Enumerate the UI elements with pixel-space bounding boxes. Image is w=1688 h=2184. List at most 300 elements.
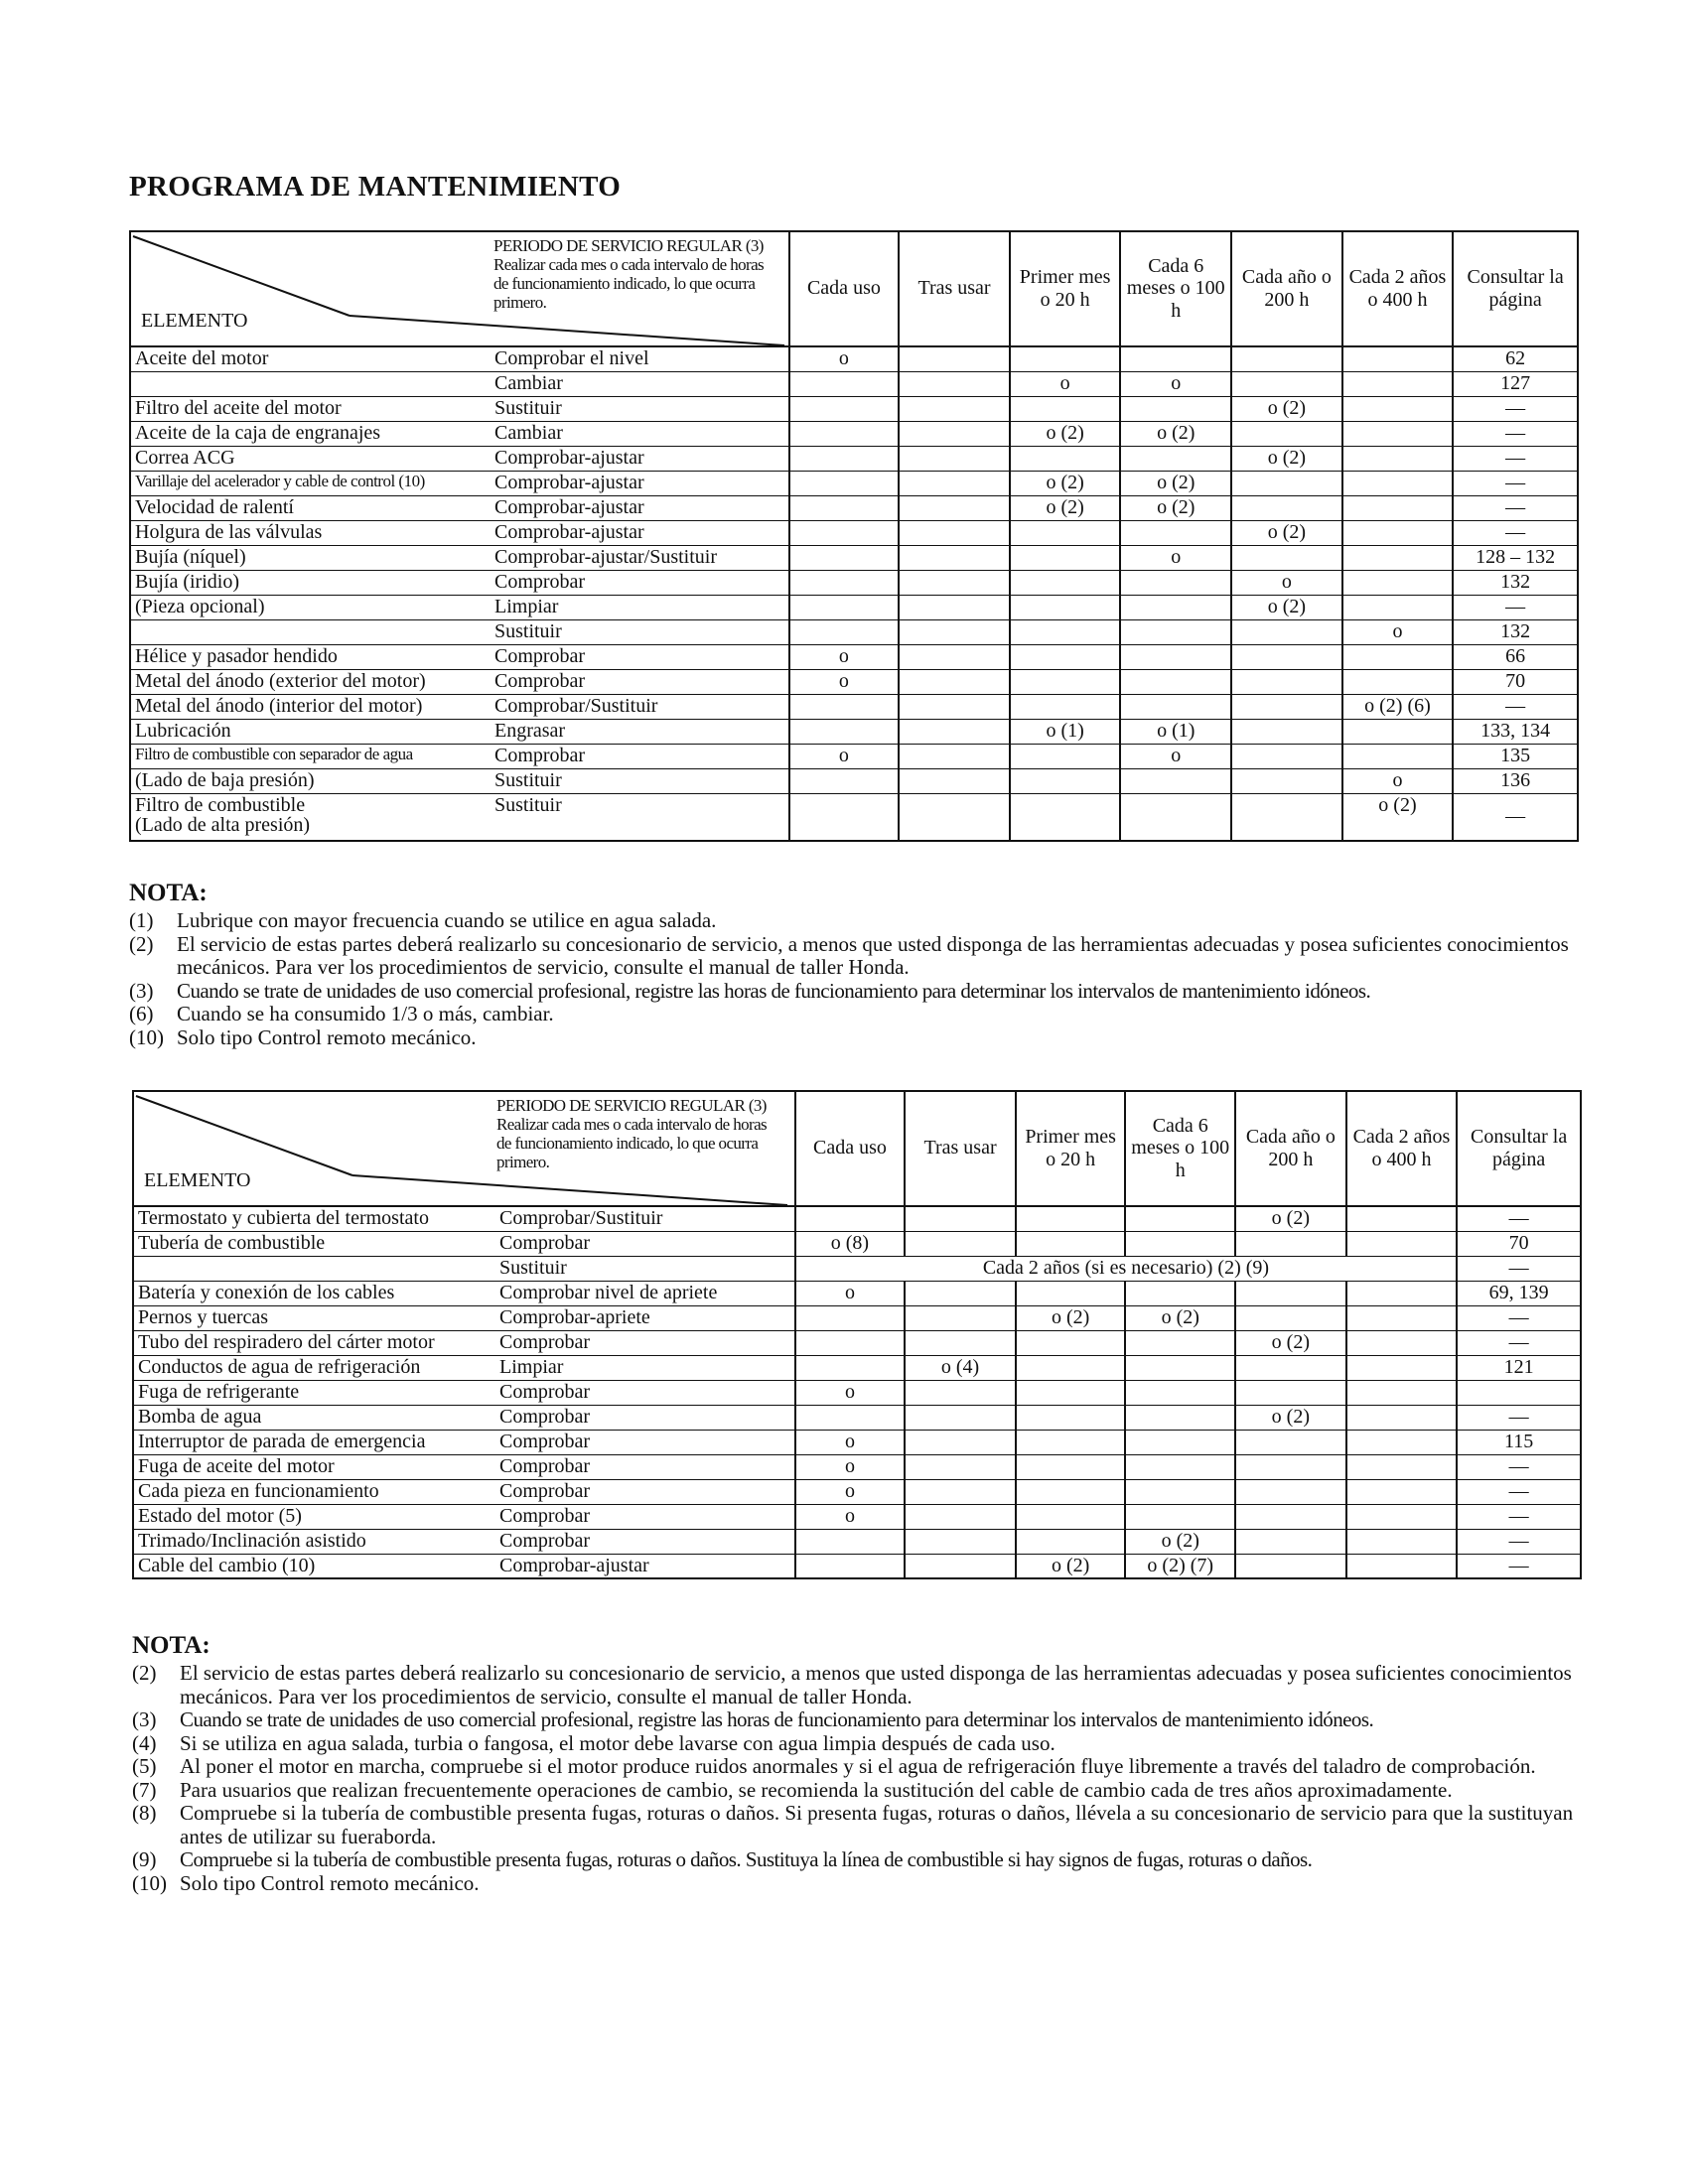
row-interval-cell: o (2) [1235, 1330, 1346, 1355]
row-action: Comprobar-ajustar [491, 520, 789, 545]
row-interval-cell [899, 421, 1010, 446]
row-item: Varillaje del acelerador y cable de control (10) [130, 471, 491, 495]
row-interval-cell [899, 793, 1010, 841]
row-item: Fuga de aceite del motor [133, 1454, 495, 1479]
row-interval-cell [899, 570, 1010, 595]
row-interval-cell [1125, 1405, 1235, 1430]
row-interval-cell: o (1) [1010, 719, 1121, 744]
row-interval-cell: o [789, 644, 900, 669]
row-interval-cell: o (2) (7) [1125, 1554, 1235, 1578]
table-row [130, 471, 1578, 495]
row-page-ref: — [1457, 1330, 1581, 1355]
row-page-ref: 70 [1457, 1231, 1581, 1256]
note-number: (9) [132, 1847, 157, 1872]
row-interval-cell [1010, 595, 1121, 619]
row-interval-cell [789, 396, 900, 421]
row-action: Comprobar/Sustituir [491, 694, 789, 719]
table-row [130, 619, 1578, 644]
row-interval-cell [1342, 545, 1454, 570]
row-action: Comprobar [495, 1231, 795, 1256]
header-period-line: primero. [496, 1153, 550, 1172]
row-interval-cell [1231, 694, 1342, 719]
row-item: Fuga de refrigerante [133, 1380, 495, 1405]
row-action: Comprobar/Sustituir [495, 1206, 795, 1231]
row-interval-cell [795, 1330, 906, 1355]
table-row [133, 1380, 1581, 1405]
row-page-ref: 132 [1453, 570, 1578, 595]
row-interval-cell [1231, 793, 1342, 841]
row-item: Tubo del respiradero del cárter motor [133, 1330, 495, 1355]
row-page-ref: 133, 134 [1453, 719, 1578, 744]
header-col-1: Tras usar [899, 231, 1010, 346]
row-interval-cell [1120, 446, 1231, 471]
row-interval-cell [1010, 694, 1121, 719]
row-page-ref: — [1457, 1529, 1581, 1554]
row-interval-cell [1120, 793, 1231, 841]
row-interval-cell [905, 1206, 1016, 1231]
row-interval-cell [899, 744, 1010, 768]
row-interval-cell: o (2) [1120, 471, 1231, 495]
row-item [133, 1256, 495, 1281]
row-interval-cell [1235, 1454, 1346, 1479]
table-row [133, 1281, 1581, 1305]
row-interval-cell [1125, 1454, 1235, 1479]
row-item: Termostato y cubierta del termostato [133, 1206, 495, 1231]
row-interval-cell: o [795, 1504, 906, 1529]
row-interval-cell [1231, 719, 1342, 744]
row-interval-cell [1235, 1529, 1346, 1554]
table-row [130, 570, 1578, 595]
note-item [129, 980, 1579, 1004]
maintenance-table-1 [129, 230, 1579, 842]
header-element-label: ELEMENTO [144, 1168, 251, 1191]
row-page-ref: 62 [1453, 346, 1578, 371]
header-period-line: Realizar cada mes o cada intervalo de horas [493, 255, 765, 275]
row-item: Tubería de combustible [133, 1231, 495, 1256]
row-page-ref: 69, 139 [1457, 1281, 1581, 1305]
row-interval-cell [1125, 1231, 1235, 1256]
row-item: Filtro de combustible con separador de agua [130, 744, 491, 768]
row-interval-cell [1346, 1529, 1458, 1554]
row-interval-cell [1231, 644, 1342, 669]
row-page-ref: 135 [1453, 744, 1578, 768]
header-element-label: ELEMENTO [141, 309, 248, 332]
row-page-ref: — [1457, 1405, 1581, 1430]
row-interval-cell [1016, 1479, 1126, 1504]
row-interval-cell: o [795, 1380, 906, 1405]
row-item: Conductos de agua de refrigeración [133, 1355, 495, 1380]
note-number: (1) [129, 908, 154, 932]
table-row [133, 1454, 1581, 1479]
note-number: (7) [132, 1777, 157, 1802]
row-interval-cell [795, 1355, 906, 1380]
table-row [133, 1206, 1581, 1231]
row-page-ref: — [1457, 1256, 1581, 1281]
row-interval-cell [1342, 719, 1454, 744]
row-interval-cell [789, 595, 900, 619]
row-item: Bujía (iridio) [130, 570, 491, 595]
row-interval-cell: o [1120, 371, 1231, 396]
note-text: Para usuarios que realizan frecuentemente operaciones de cambio, se recomienda la sustitución del cable de cambio cada de tres años aproximadamente. [180, 1777, 1453, 1802]
row-action: Comprobar [495, 1504, 795, 1529]
table-row [133, 1504, 1581, 1529]
row-interval-cell [1342, 396, 1454, 421]
table-row [130, 793, 1578, 841]
table-row [130, 719, 1578, 744]
note-text: Compruebe si la tubería de combustible presenta fugas, roturas o daños. Sustituya la línea de combustible si hay signos de fugas, roturas o daños. [180, 1847, 1313, 1872]
row-interval-cell [795, 1554, 906, 1578]
row-page-ref: — [1453, 595, 1578, 619]
note-text: Al poner el motor en marcha, compruebe si el motor produce ruidos anormales y si el agua de refrigeración fluye libremente a través del taladro de comprobación. [180, 1754, 1536, 1779]
row-interval-cell [1125, 1330, 1235, 1355]
row-interval-cell [1010, 520, 1121, 545]
row-action: Sustituir [495, 1256, 795, 1281]
table-row [133, 1231, 1581, 1256]
table-row [133, 1529, 1581, 1554]
note-number: (10) [132, 1870, 167, 1895]
table-row [130, 644, 1578, 669]
row-action: Sustituir [491, 768, 789, 793]
header-period-line: de funcionamiento indicado, lo que ocurra [493, 274, 756, 294]
row-interval-cell [789, 520, 900, 545]
table-row [130, 371, 1578, 396]
row-page-ref: 127 [1453, 371, 1578, 396]
row-action: Engrasar [491, 719, 789, 744]
row-interval-cell [789, 545, 900, 570]
row-interval-cell: o (4) [905, 1355, 1016, 1380]
row-action: Comprobar-ajustar/Sustituir [491, 545, 789, 570]
note-item [132, 1708, 1582, 1732]
row-action: Comprobar [495, 1430, 795, 1454]
row-action: Comprobar-ajustar [495, 1554, 795, 1578]
row-interval-cell [1120, 595, 1231, 619]
row-interval-cell [905, 1529, 1016, 1554]
row-item: Pernos y tuercas [133, 1305, 495, 1330]
row-interval-cell [1346, 1330, 1458, 1355]
table-row [133, 1405, 1581, 1430]
row-interval-cell [1346, 1405, 1458, 1430]
row-item: Aceite de la caja de engranajes [130, 421, 491, 446]
table-row [133, 1305, 1581, 1330]
note-item [132, 1662, 1582, 1708]
note-number: (2) [132, 1661, 157, 1685]
row-interval-cell: o (2) [1342, 793, 1454, 841]
row-interval-cell [1016, 1504, 1126, 1529]
table-row [133, 1355, 1581, 1380]
row-interval-cell [1010, 446, 1121, 471]
row-action: Comprobar-apriete [495, 1305, 795, 1330]
row-interval-cell [1235, 1231, 1346, 1256]
header-period-line: de funcionamiento indicado, lo que ocurra [496, 1134, 759, 1154]
row-interval-cell: o (2) [1231, 396, 1342, 421]
row-interval-cell [1342, 421, 1454, 446]
row-action: Cambiar [491, 421, 789, 446]
row-interval-cell: o [795, 1454, 906, 1479]
row-interval-cell [795, 1305, 906, 1330]
row-action: Comprobar [491, 744, 789, 768]
row-interval-cell [899, 694, 1010, 719]
row-interval-cell [1346, 1479, 1458, 1504]
row-interval-cell [1010, 346, 1121, 371]
row-action: Limpiar [491, 595, 789, 619]
row-page-ref: 132 [1453, 619, 1578, 644]
row-interval-cell: o [1231, 570, 1342, 595]
header-corner-cell [130, 231, 789, 346]
row-interval-cell [1120, 346, 1231, 371]
note-text: Solo tipo Control remoto mecánico. [177, 1024, 477, 1049]
note-text: Cuando se ha consumido 1/3 o más, cambiar. [177, 1002, 554, 1026]
row-interval-cell [1125, 1479, 1235, 1504]
note-item [132, 1802, 1582, 1848]
row-interval-cell [1235, 1355, 1346, 1380]
row-interval-cell [1342, 471, 1454, 495]
row-interval-cell: o (2) [1120, 421, 1231, 446]
row-interval-cell [899, 371, 1010, 396]
row-interval-cell [899, 644, 1010, 669]
row-interval-cell: o (2) [1231, 520, 1342, 545]
note-text: Lubrique con mayor frecuencia cuando se utilice en agua salada. [177, 908, 717, 932]
header-col-1: Tras usar [905, 1091, 1016, 1206]
note-item [132, 1872, 1582, 1896]
row-interval-cell: o [795, 1430, 906, 1454]
row-interval-cell [899, 346, 1010, 371]
row-page-ref: — [1453, 396, 1578, 421]
table-row [133, 1256, 1581, 1281]
row-interval-cell [899, 595, 1010, 619]
row-interval-cell: o (2) [1120, 495, 1231, 520]
row-interval-cell [905, 1231, 1016, 1256]
table-row [133, 1554, 1581, 1578]
row-interval-cell [1120, 520, 1231, 545]
row-action: Limpiar [495, 1355, 795, 1380]
row-action: Comprobar [495, 1330, 795, 1355]
row-interval-cell [789, 793, 900, 841]
row-interval-cell [1342, 346, 1454, 371]
row-item: Estado del motor (5) [133, 1504, 495, 1529]
row-page-ref: — [1453, 421, 1578, 446]
row-page-ref: 66 [1453, 644, 1578, 669]
table-row [130, 669, 1578, 694]
header-col-6: Consultar la página [1457, 1091, 1581, 1206]
row-interval-cell [1125, 1380, 1235, 1405]
row-page-ref: — [1453, 694, 1578, 719]
header-col-4: Cada año o 200 h [1235, 1091, 1346, 1206]
note-number: (3) [132, 1707, 157, 1732]
row-interval-cell [1342, 669, 1454, 694]
row-interval-cell [899, 619, 1010, 644]
table-row [130, 768, 1578, 793]
row-interval-cell [899, 719, 1010, 744]
header-period-line: Realizar cada mes o cada intervalo de horas [496, 1115, 768, 1135]
header-period-label [493, 236, 764, 312]
row-interval-cell [899, 396, 1010, 421]
row-page-ref: 121 [1457, 1355, 1581, 1380]
row-interval-cell [1010, 619, 1121, 644]
note-item [132, 1779, 1582, 1803]
row-interval-cell: o [795, 1281, 906, 1305]
row-interval-cell [789, 768, 900, 793]
row-page-ref: — [1457, 1454, 1581, 1479]
header-period-label [496, 1096, 767, 1171]
row-interval-cell: o (2) [1016, 1554, 1126, 1578]
row-interval-cell [795, 1405, 906, 1430]
row-interval-cell: o (2) [1010, 471, 1121, 495]
row-span-note: Cada 2 años (si es necesario) (2) (9) [795, 1256, 1458, 1281]
header-col-0: Cada uso [789, 231, 900, 346]
row-item-line: Filtro de combustible [135, 793, 306, 816]
row-interval-cell [1346, 1231, 1458, 1256]
row-action: Comprobar [495, 1380, 795, 1405]
row-action: Comprobar-ajustar [491, 495, 789, 520]
row-interval-cell [905, 1504, 1016, 1529]
row-interval-cell [1346, 1281, 1458, 1305]
row-interval-cell [905, 1454, 1016, 1479]
table-header-row [133, 1091, 1581, 1206]
row-interval-cell [795, 1529, 906, 1554]
row-interval-cell [899, 545, 1010, 570]
row-interval-cell [1016, 1206, 1126, 1231]
row-interval-cell [789, 719, 900, 744]
row-interval-cell [905, 1479, 1016, 1504]
row-interval-cell [1231, 421, 1342, 446]
notes-section-2 [132, 1632, 1582, 1895]
header-period-line: PERIODO DE SERVICIO REGULAR (3) [493, 236, 764, 255]
row-interval-cell [1010, 669, 1121, 694]
row-interval-cell [1010, 744, 1121, 768]
row-interval-cell: o [1010, 371, 1121, 396]
row-interval-cell: o (2) [1231, 595, 1342, 619]
table-row [130, 421, 1578, 446]
row-interval-cell [1120, 694, 1231, 719]
row-action: Comprobar [495, 1454, 795, 1479]
row-item: Lubricación [130, 719, 491, 744]
note-number: (5) [132, 1754, 157, 1779]
row-interval-cell [905, 1380, 1016, 1405]
row-item: Bomba de agua [133, 1405, 495, 1430]
row-item: Hélice y pasador hendido [130, 644, 491, 669]
note-text: Cuando se trate de unidades de uso comercial profesional, registre las horas de funcionamiento para determinar los intervalos de mantenimiento idóneos. [180, 1707, 1374, 1732]
row-interval-cell: o (2) [1231, 446, 1342, 471]
row-interval-cell [1231, 768, 1342, 793]
row-action: Sustituir [491, 619, 789, 644]
note-item [129, 1026, 1579, 1050]
row-interval-cell: o (2) [1010, 421, 1121, 446]
row-page-ref: — [1457, 1206, 1581, 1231]
row-interval-cell [899, 495, 1010, 520]
row-interval-cell [1010, 793, 1121, 841]
row-interval-cell [1120, 768, 1231, 793]
header-col-6: Consultar la página [1453, 231, 1578, 346]
row-interval-cell: o [1120, 545, 1231, 570]
row-interval-cell [1342, 446, 1454, 471]
row-interval-cell [1120, 619, 1231, 644]
row-interval-cell [1342, 570, 1454, 595]
row-interval-cell: o (2) [1125, 1305, 1235, 1330]
row-interval-cell [789, 570, 900, 595]
row-interval-cell [1231, 471, 1342, 495]
row-item [130, 619, 491, 644]
row-interval-cell [1010, 396, 1121, 421]
row-interval-cell [789, 471, 900, 495]
row-interval-cell [1235, 1504, 1346, 1529]
row-page-ref: 136 [1453, 768, 1578, 793]
row-interval-cell [1346, 1206, 1458, 1231]
header-period-line: PERIODO DE SERVICIO REGULAR (3) [496, 1096, 767, 1115]
row-interval-cell [789, 446, 900, 471]
row-item [130, 371, 491, 396]
row-interval-cell [1235, 1479, 1346, 1504]
maintenance-table-2 [132, 1090, 1582, 1579]
row-interval-cell [1235, 1380, 1346, 1405]
row-interval-cell [1125, 1504, 1235, 1529]
header-col-5: Cada 2 años o 400 h [1346, 1091, 1458, 1206]
row-interval-cell [1125, 1281, 1235, 1305]
row-interval-cell [1125, 1430, 1235, 1454]
row-interval-cell [1346, 1454, 1458, 1479]
row-action: Comprobar [495, 1479, 795, 1504]
row-page-ref: — [1453, 446, 1578, 471]
row-interval-cell [1120, 644, 1231, 669]
note-item [132, 1755, 1582, 1779]
note-number: (4) [132, 1730, 157, 1755]
row-interval-cell [905, 1305, 1016, 1330]
row-action: Comprobar [495, 1529, 795, 1554]
header-col-2: Primer mes o 20 h [1016, 1091, 1126, 1206]
row-page-ref: 70 [1453, 669, 1578, 694]
row-interval-cell [1231, 371, 1342, 396]
table-row [133, 1330, 1581, 1355]
header-col-3: Cada 6 meses o 100 h [1125, 1091, 1235, 1206]
row-interval-cell [1342, 371, 1454, 396]
row-interval-cell [1010, 644, 1121, 669]
row-item: Metal del ánodo (exterior del motor) [130, 669, 491, 694]
row-interval-cell [1016, 1330, 1126, 1355]
row-interval-cell [905, 1330, 1016, 1355]
row-item: Filtro del aceite del motor [130, 396, 491, 421]
row-interval-cell: o (1) [1120, 719, 1231, 744]
row-interval-cell: o [1120, 744, 1231, 768]
row-interval-cell: o (2) [1016, 1305, 1126, 1330]
row-interval-cell [1346, 1504, 1458, 1529]
row-interval-cell [899, 768, 1010, 793]
row-interval-cell [899, 471, 1010, 495]
row-interval-cell [1010, 768, 1121, 793]
table-row [130, 495, 1578, 520]
notes-heading: NOTA: [132, 1632, 211, 1659]
row-page-ref: — [1457, 1554, 1581, 1578]
row-interval-cell: o (2) (6) [1342, 694, 1454, 719]
row-interval-cell [899, 669, 1010, 694]
row-interval-cell [905, 1405, 1016, 1430]
note-item [129, 909, 1579, 933]
note-text: Cuando se trate de unidades de uso comercial profesional, registre las horas de funcionamiento para determinar los intervalos de mantenimiento idóneos. [177, 978, 1371, 1003]
row-interval-cell [789, 694, 900, 719]
note-number: (2) [129, 931, 154, 956]
row-interval-cell: o [1342, 619, 1454, 644]
row-page-ref: — [1453, 520, 1578, 545]
table-row [130, 520, 1578, 545]
table-header-row [130, 231, 1578, 346]
table-row [130, 346, 1578, 371]
notes-heading: NOTA: [129, 880, 208, 906]
table-row [130, 446, 1578, 471]
row-item: Cable del cambio (10) [133, 1554, 495, 1578]
row-interval-cell [899, 446, 1010, 471]
note-text: El servicio de estas partes deberá realizarlo su concesionario de servicio, a menos que usted disponga de las herramientas adecuadas y posea suficientes conocimientos mecánicos. Para ver los procedimientos de servicio, consulte el manual de taller Honda. [177, 931, 1569, 980]
row-action: Comprobar [491, 669, 789, 694]
row-interval-cell [1125, 1206, 1235, 1231]
row-interval-cell [1342, 595, 1454, 619]
